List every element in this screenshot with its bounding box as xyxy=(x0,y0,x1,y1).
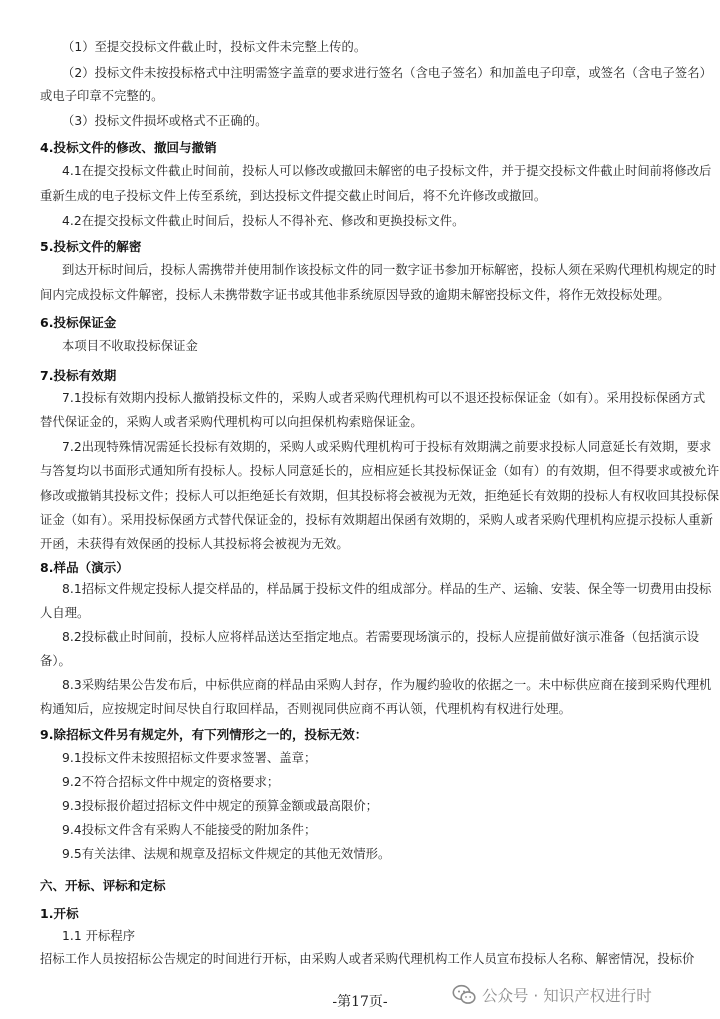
section-heading: 9.除招标文件另有规定外，有下列情形之一的，投标无效： xyxy=(40,727,368,742)
body-text: 7.1投标有效期内投标人撤销投标文件的，采购人或者采购代理机构可以不退还投标保证金（如有）。采用投标保函方式 xyxy=(62,391,706,405)
body-text: 9.4投标文件含有采购人不能接受的附加条件； xyxy=(62,823,317,837)
section-heading: 4.投标文件的修改、撤回与撤销 xyxy=(40,140,217,155)
body-text: 人自理。 xyxy=(40,606,90,620)
body-text: 9.5有关法律、法规和规章及招标文件规定的其他无效情形。 xyxy=(62,847,391,861)
section-heading: 7.投标有效期 xyxy=(40,368,117,383)
body-text: 修改或撤销其投标文件；投标人可以拒绝延长有效期，但其投标将会被视为无效，拒绝延长有效期的投标人有权收回其投标保 xyxy=(40,489,720,503)
body-text: （2）投标文件未按投标格式中注明需签字盖章的要求进行签名（含电子签名）和加盖电子印章，或签名（含电子签名） xyxy=(62,66,712,80)
section-heading: 8.样品（演示） xyxy=(40,560,129,575)
body-text: 招标工作人员按招标公告规定的时间进行开标，由采购人或者采购代理机构工作人员宣布投标人名称、解密情况，投标价 xyxy=(40,952,695,966)
page-number: -第17页- xyxy=(332,994,388,1010)
body-text: 到达开标时间后，投标人需携带并使用制作该投标文件的同一数字证书参加开标解密，投标人须在采购代理机构规定的时 xyxy=(62,263,717,277)
body-text: 与答复均以书面形式通知所有投标人。投标人同意延长的，应相应延长其投标保证金（如有）的有效期，但不得要求或被允许 xyxy=(40,464,720,478)
subsection-heading: 1.1 开标程序 xyxy=(62,929,136,943)
body-text: （3）投标文件损坏或格式不正确的。 xyxy=(62,114,268,128)
body-text: 8.1招标文件规定投标人提交样品的，样品属于投标文件的组成部分。样品的生产、运输、安装、保全等一切费用由投标 xyxy=(62,582,712,596)
chapter-heading: 六、开标、评标和定标 xyxy=(40,878,166,893)
body-text: 或电子印章不完整的。 xyxy=(40,89,164,103)
body-text: （1）至提交投标文件截止时，投标文件未完整上传的。 xyxy=(62,40,367,54)
body-text: 证金（如有）。采用投标保函方式替代保证金的，投标有效期超出保函有效期的，采购人或者采购代理机构应提示投标人重新 xyxy=(40,513,713,527)
body-text: 9.3投标报价超过招标文件中规定的预算金额或最高限价； xyxy=(62,799,379,813)
body-text: 7.2出现特殊情况需延长投标有效期的，采购人或采购代理机构可于投标有效期满之前要求投标人同意延长有效期，要求 xyxy=(62,440,712,454)
body-text: 备）。 xyxy=(40,654,71,668)
body-text: 本项目不收取投标保证金 xyxy=(62,339,198,353)
body-text: 间内完成投标文件解密，投标人未携带数字证书或其他非系统原因导致的逾期未解密投标文件，将作无效投标处理。 xyxy=(40,288,670,302)
watermark-text: 公众号 · 知识产权进行时 xyxy=(482,987,652,1005)
section-heading: 6.投标保证金 xyxy=(40,315,117,330)
body-text: 重新生成的电子投标文件上传至系统，到达投标文件提交截止时间后，将不允许修改或撤回。 xyxy=(40,189,547,203)
body-text: 4.1在提交投标文件截止时间前，投标人可以修改或撤回未解密的电子投标文件，并于提交投标文件截止时间前将修改后 xyxy=(62,164,712,178)
body-text: 开函，未获得有效保函的投标人其投标将会被视为无效。 xyxy=(40,537,349,551)
section-heading: 5.投标文件的解密 xyxy=(40,239,142,254)
body-text: 替代保证金的，采购人或者采购代理机构可以向担保机构索赔保证金。 xyxy=(40,415,423,429)
section-heading: 1.开标 xyxy=(40,906,79,921)
body-text: 4.2在提交投标文件截止时间后，投标人不得补充、修改和更换投标文件。 xyxy=(62,214,465,228)
body-text: 8.2投标截止时间前，投标人应将样品送达至指定地点。若需要现场演示的，投标人应提前做好演示准备（包括演示设 xyxy=(62,630,700,644)
body-text: 9.1投标文件未按照招标文件要求签署、盖章； xyxy=(62,751,317,765)
body-text: 9.2不符合招标文件中规定的资格要求； xyxy=(62,775,280,789)
body-text: 8.3采购结果公告发布后，中标供应商的样品由采购人封存，作为履约验收的依据之一。未中标供应商在接到采购代理机 xyxy=(62,678,712,692)
body-text: 构通知后，应按规定时间尽快自行取回样品，否则视同供应商不再认领，代理机构有权进行处理。 xyxy=(40,702,571,716)
